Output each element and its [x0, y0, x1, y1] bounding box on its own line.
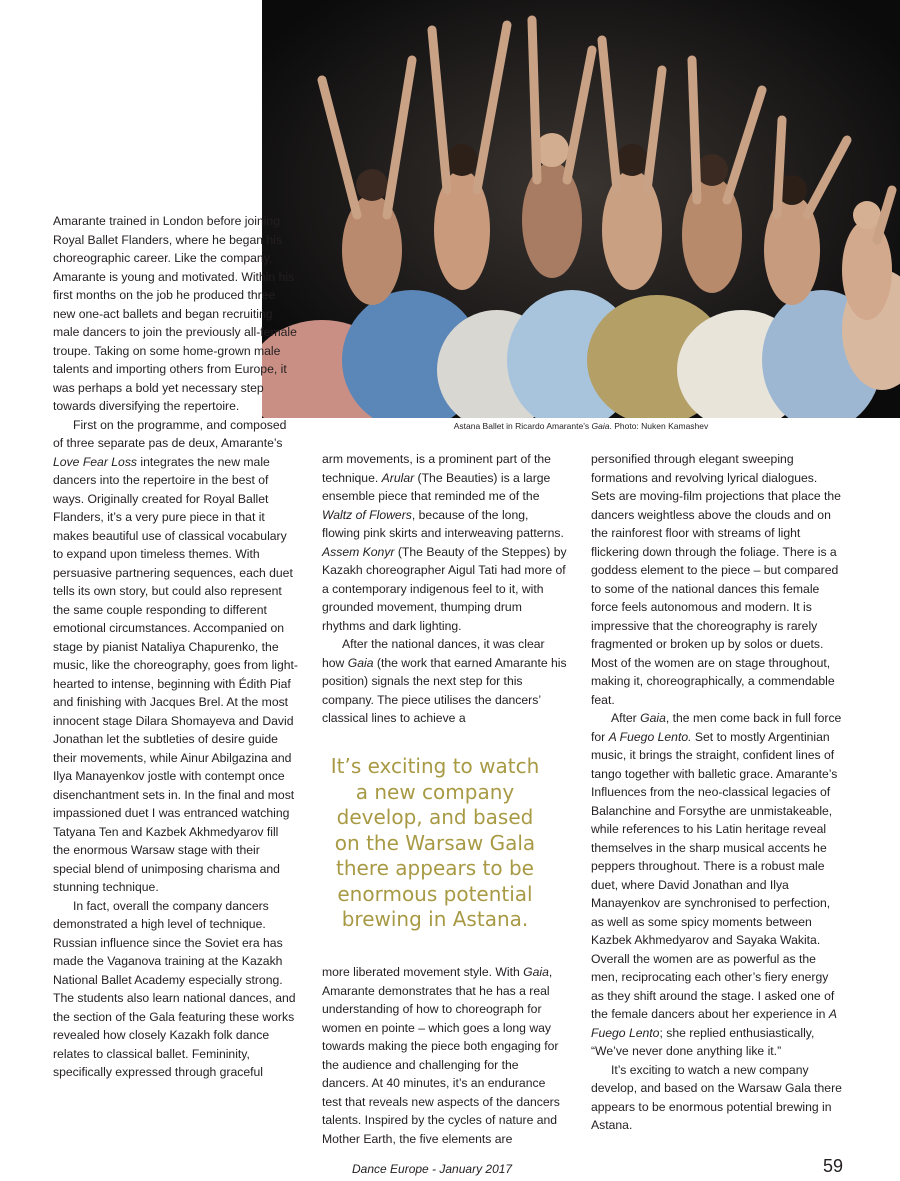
column-middle-top [322, 450, 568, 728]
paragraph: After the national dances, it was clear how Gaia (the work that earned Amarante his position) signals the next step for this company. The piece utilises the dancers’ classical lines to achieve a [322, 637, 567, 725]
paragraph: First on the programme, and composed of three separate pas de deux, Amarante’s Love Fear Loss integrates the new male dancers into the repertoire in the best of ways. Originally created for Royal Ballet Flanders, it’s a very pure piece in that it makes beautiful use of classical vocabulary to expand upon timeless themes. With persuasive partnering sequences, each duet tells its own story, but could also represent the same couple responding to different emotional circumstances. Accompanied on stage by pianist Nataliya Chapurenko, the music, like the choreography, goes from light-hearted to intense, beginning with Édith Piaf and finishing with Jacques Brel. At the most innocent stage Dilara Shomayeva and David Jonathan let the subtleties of desire guide their movements, while Ainur Abilgazina and Ilya Manayenkov jostle with contempt once disenchantment sets in. In the final and most impassioned duet I was entranced watching Tatyana Ten and Kazbek Akhmedyarov fill the enormous Warsaw stage with their special blend of unimposing charisma and stunning technique. [53, 417, 298, 894]
paragraph: In fact, overall the company dancers demonstrated a high level of technique. Russian influence since the Soviet era has made the Vaganova training at the Kazakh National Ballet Academy especially strong. The students also learn national dances, and the section of the Gala featuring these works revealed how closely Kazakh folk dance relates to classical ballet. Femininity, specifically expressed through graceful [53, 898, 296, 1079]
paragraph: It’s exciting to watch a new company develop, and based on the Warsaw Gala there appears to be enormous potential brewing in Astana. [591, 1062, 842, 1132]
paragraph: arm movements, is a prominent part of the technique. Arular (The Beauties) is a large ensemble piece that reminded me of the Waltz of Flowers, because of the long, flowing pink skirts and interweaving patterns. Assem Konyr (The Beauty of the Steppes) by Kazakh choreographer Aigul Tati had more of a contemporary indigenous feel to it, with grounded movement, thumping drum rhythms and dark lighting. [322, 452, 567, 633]
dance-photo [262, 0, 900, 418]
column-right [591, 450, 843, 1135]
publication-footer: Dance Europe - January 2017 [352, 1162, 513, 1176]
photo-caption: Astana Ballet in Ricardo Amarante’s Gaia. Photo: Nuken Kamashev [453, 421, 709, 431]
paragraph: Amarante trained in London before joining Royal Ballet Flanders, where he began his choreographic career. Like the company, Amarante is young and motivated. Within his first months on the job he produced three new one-act ballets and began recruiting male dancers to join the previously all-female troupe. Taking on some home-grown male talents and importing others from Europe, it was perhaps a bold yet necessary step towards diversifying the repertoire. [53, 214, 297, 413]
paragraph: personified through elegant sweeping formations and revolving lyrical dialogues. Sets are moving-film projections that place the dancers weightless above the clouds and on the rainforest floor with streams of light flickering down through the foliage. There is a goddess element to the piece – but compared to some of the national dances this female force feels autonomous and modern. It is impressive that the choreography is rarely fragmented or broken up by solos or duets. Most of the women are on stage throughout, making it, choreographically, a commendable feat. [591, 452, 841, 707]
dancers-illustration [262, 0, 900, 418]
paragraph: more liberated movement style. With Gaia, Amarante demonstrates that he has a real understanding of how to choreograph for women en pointe – which goes a long way towards making the piece both engaging for the audience and challenging for the dancers. At 40 minutes, it’s an endurance test that reveals new aspects of the dancers talents. Inspired by the cycles of nature and Mother Earth, the five elements are [322, 965, 560, 1146]
pull-quote: It’s exciting to watch a new company develop, and based on the Warsaw Gala there appears to be enormous potential brewing in Astana. [330, 754, 540, 931]
paragraph: After Gaia, the men come back in full force for A Fuego Lento. Set to mostly Argentinian music, it brings the straight, confident lines of tango together with balletic grace. Amarante’s Influences from the neo-classical legacies of Balanchine and Forsythe are unmistakeable, while references to his Latin heritage reveal themselves in the sharp musical accents he peppers throughout. There is a robust male duet, where David Jonathan and Ilya Manayenkov are synchronised to perfection, as well as some spicy moments between Kazbek Akhmedyarov and Sayaka Wakita. Overall the women are as powerful as the men, reciprocating each other’s fiery energy as they shift around the stage. I asked one of the female dancers about her experience in A Fuego Lento; she replied enthusiastically, “We’ve never done anything like it.” [591, 711, 842, 1058]
column-middle-bottom [322, 963, 568, 1148]
column-left [53, 212, 298, 1082]
page-number: 59 [823, 1156, 844, 1176]
